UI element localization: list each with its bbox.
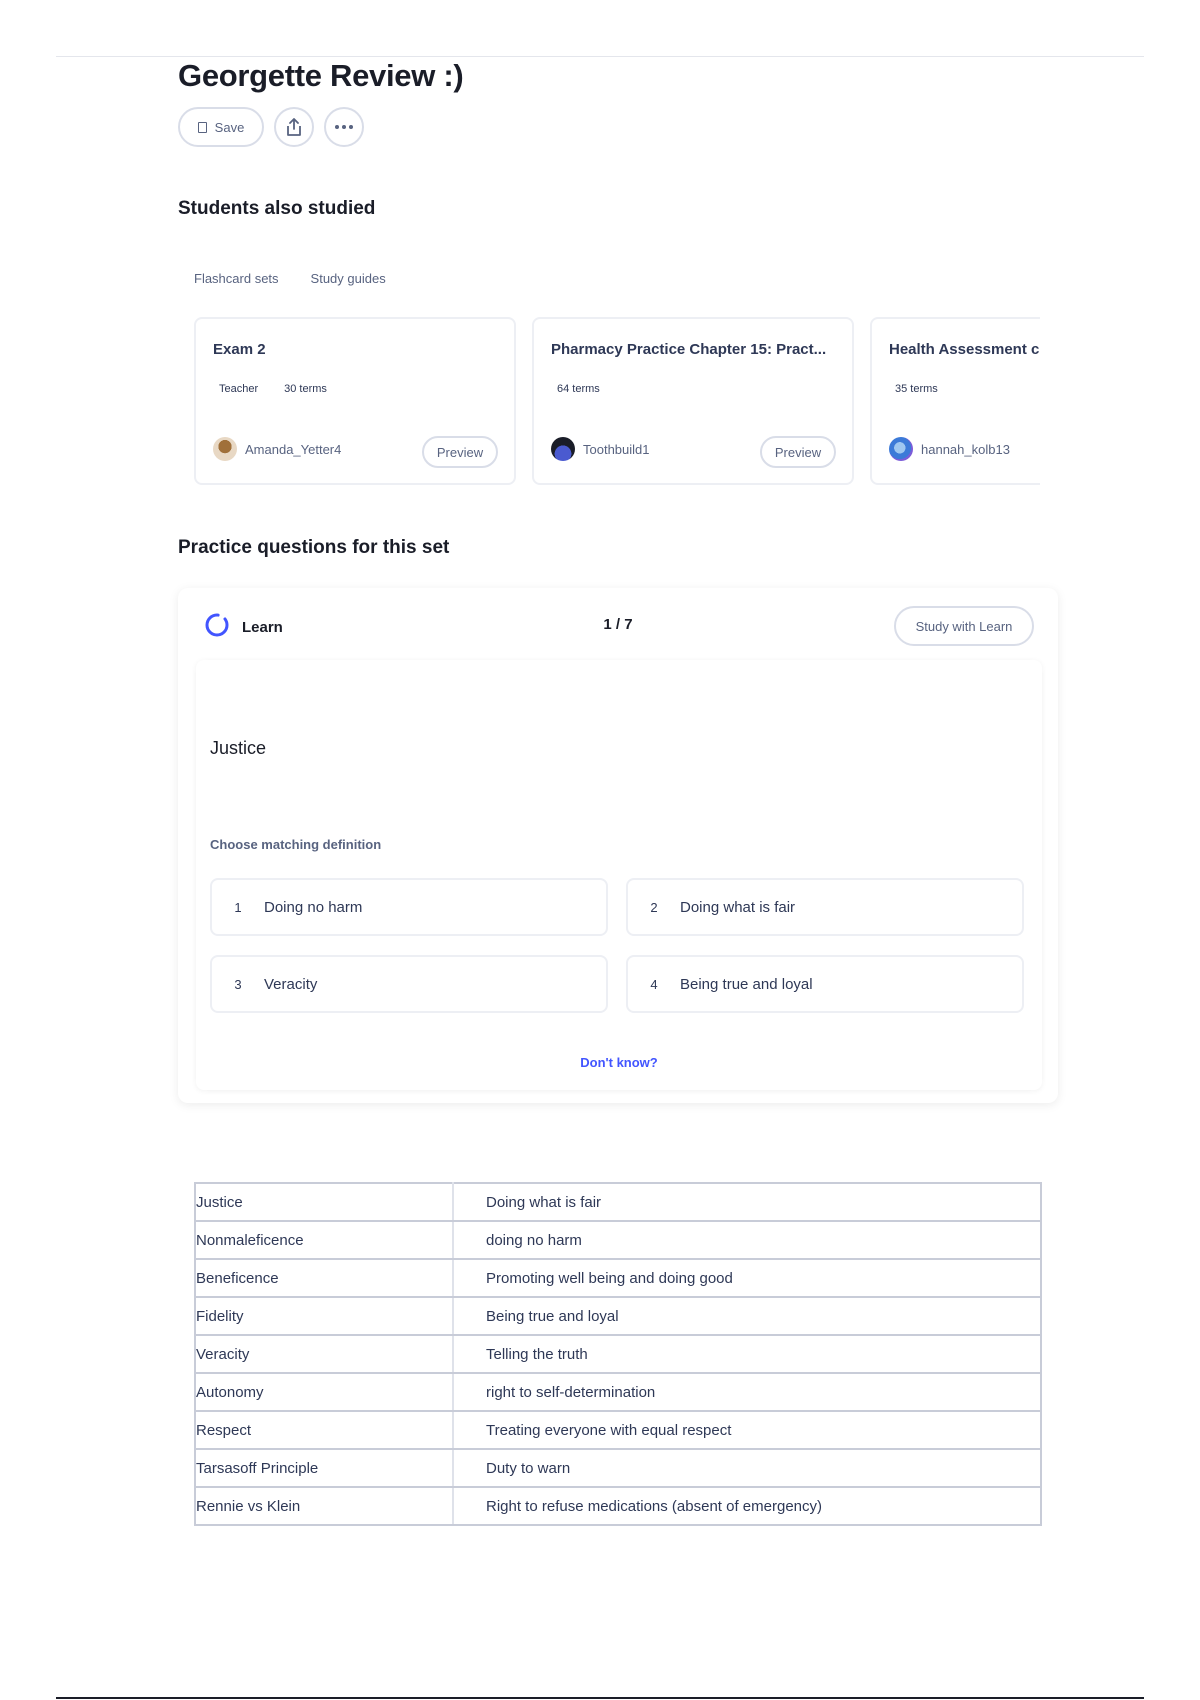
- definition-cell: right to self-determination: [453, 1373, 1041, 1411]
- question-counter: 1 / 7: [603, 616, 633, 633]
- answer-option[interactable]: [210, 878, 608, 936]
- card-meta: [895, 383, 938, 395]
- practice-questions-panel: [178, 588, 1058, 1103]
- definition-cell: Treating everyone with equal respect: [453, 1411, 1041, 1449]
- option-number: 2: [650, 899, 658, 915]
- tab-flashcard-sets[interactable]: Flashcard sets: [194, 271, 279, 286]
- card-meta: [219, 383, 327, 395]
- answer-option[interactable]: [210, 955, 608, 1013]
- avatar: [889, 437, 913, 461]
- table-row: [195, 1221, 1041, 1259]
- answer-option[interactable]: [626, 955, 1024, 1013]
- top-divider: [56, 56, 1144, 57]
- avatar: [213, 437, 237, 461]
- term-cell: Rennie vs Klein: [195, 1487, 453, 1525]
- definition-cell: doing no harm: [453, 1221, 1041, 1259]
- study-tabs: [194, 271, 386, 286]
- practice-questions-heading: Practice questions for this set: [178, 537, 450, 558]
- definition-cell: Promoting well being and doing good: [453, 1259, 1041, 1297]
- study-with-learn-button[interactable]: Study with Learn: [894, 606, 1034, 646]
- students-also-studied-heading: Students also studied: [178, 198, 376, 219]
- card-author[interactable]: [213, 437, 341, 461]
- table-row: [195, 1411, 1041, 1449]
- term-count: 30 terms: [284, 383, 327, 395]
- author-name: hannah_kolb13: [921, 441, 1010, 457]
- tab-study-guides[interactable]: Study guides: [310, 271, 386, 286]
- definition-cell: Duty to warn: [453, 1449, 1041, 1487]
- option-number: 4: [650, 976, 658, 992]
- term-cell: Respect: [195, 1411, 453, 1449]
- learn-mode-header: [204, 612, 283, 642]
- question-card: [196, 660, 1042, 1090]
- preview-button[interactable]: Preview: [422, 436, 498, 468]
- avatar: [551, 437, 575, 461]
- card-author[interactable]: [551, 437, 650, 461]
- definition-cell: Doing what is fair: [453, 1183, 1041, 1221]
- related-set-card[interactable]: [870, 317, 1040, 485]
- term-cell: Fidelity: [195, 1297, 453, 1335]
- terms-table: [194, 1182, 1042, 1526]
- card-meta: [557, 383, 600, 395]
- table-row: [195, 1373, 1041, 1411]
- related-set-card[interactable]: [532, 317, 854, 485]
- learn-mode-label: Learn: [242, 618, 283, 636]
- save-button[interactable]: [178, 107, 264, 147]
- more-options-button[interactable]: [324, 107, 364, 147]
- author-name: Amanda_Yetter4: [245, 441, 342, 457]
- more-horizontal-icon: [334, 124, 354, 130]
- table-row: [195, 1335, 1041, 1373]
- option-text: Being true and loyal: [680, 975, 813, 993]
- dont-know-link[interactable]: Don't know?: [580, 1055, 658, 1070]
- author-name: Toothbuild1: [583, 441, 650, 457]
- table-row: [195, 1183, 1041, 1221]
- card-title: Pharmacy Practice Chapter 15: Pract...: [551, 341, 827, 358]
- term-cell: Autonomy: [195, 1373, 453, 1411]
- definition-cell: Being true and loyal: [453, 1297, 1041, 1335]
- question-term: Justice: [210, 738, 267, 758]
- option-text: Doing no harm: [264, 898, 363, 916]
- term-cell: Veracity: [195, 1335, 453, 1373]
- table-row: [195, 1297, 1041, 1335]
- term-cell: Justice: [195, 1183, 453, 1221]
- question-prompt: Choose matching definition: [210, 837, 382, 852]
- table-row: [195, 1449, 1041, 1487]
- bottom-divider: [56, 1697, 1144, 1699]
- learn-icon: [204, 612, 230, 642]
- share-button[interactable]: [274, 107, 314, 147]
- related-set-card[interactable]: [194, 317, 516, 485]
- card-title: Health Assessment c: [889, 341, 1040, 358]
- term-cell: Beneficence: [195, 1259, 453, 1297]
- bookmark-icon: [198, 122, 207, 133]
- option-text: Veracity: [264, 975, 318, 993]
- term-count: 35 terms: [895, 383, 938, 395]
- term-cell: Tarsasoff Principle: [195, 1449, 453, 1487]
- definition-cell: Telling the truth: [453, 1335, 1041, 1373]
- term-cell: Nonmaleficence: [195, 1221, 453, 1259]
- answer-option[interactable]: [626, 878, 1024, 936]
- option-text: Doing what is fair: [680, 898, 796, 916]
- card-title: Exam 2: [213, 341, 266, 358]
- share-icon: [285, 117, 303, 137]
- table-row: [195, 1487, 1041, 1525]
- definition-cell: Right to refuse medications (absent of emergency): [453, 1487, 1041, 1525]
- table-row: [195, 1259, 1041, 1297]
- option-number: 1: [234, 899, 242, 915]
- save-label: Save: [214, 119, 245, 135]
- card-author[interactable]: [889, 437, 1010, 461]
- teacher-badge: Teacher: [219, 383, 259, 395]
- page-title: Georgette Review :): [178, 58, 464, 93]
- option-number: 3: [234, 976, 242, 992]
- term-count: 64 terms: [557, 383, 600, 395]
- set-actions: [178, 107, 364, 147]
- preview-button[interactable]: Preview: [760, 436, 836, 468]
- related-sets-carousel: [194, 317, 1040, 487]
